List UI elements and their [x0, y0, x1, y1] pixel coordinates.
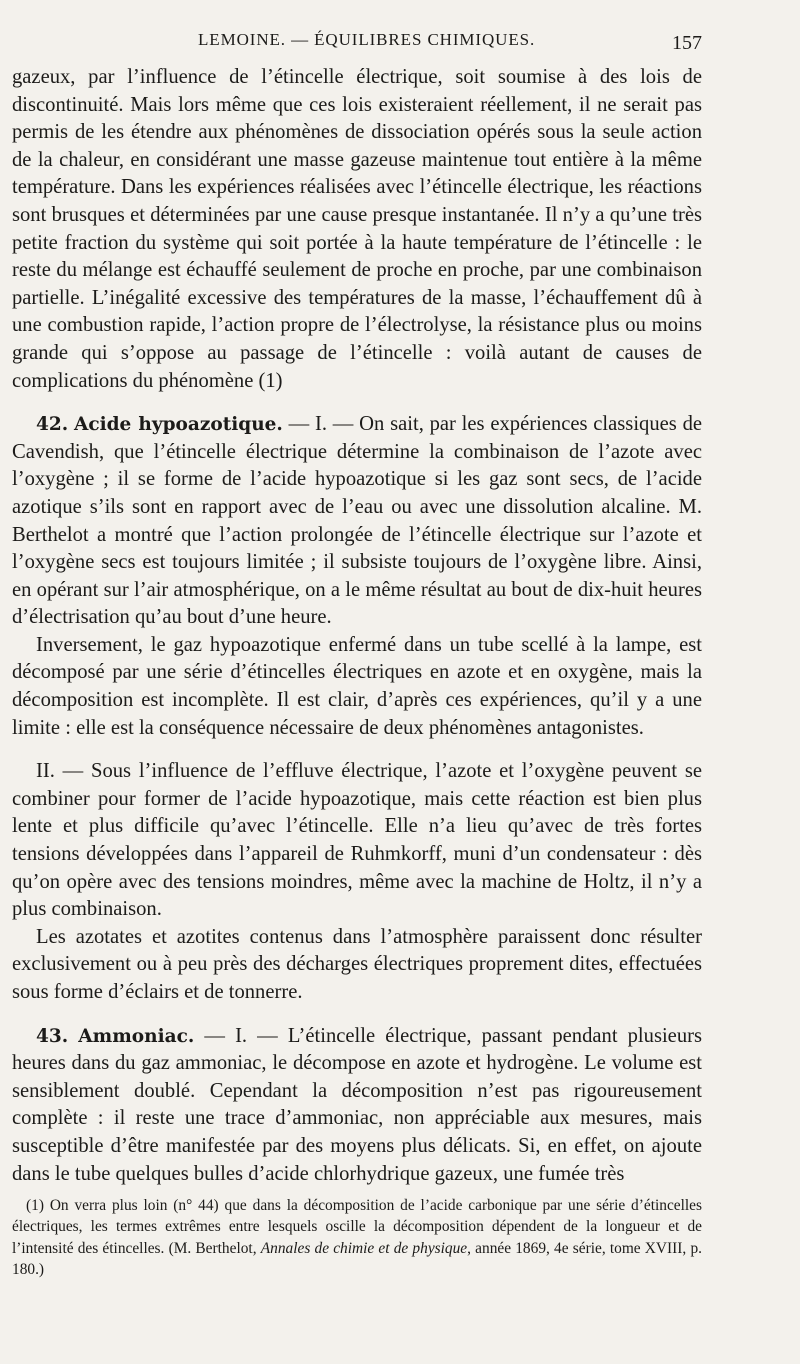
page-header — [12, 18, 704, 58]
footnote-journal-title: Annales de chimie et de physique — [260, 1239, 468, 1257]
section-42-paragraph-1 — [12, 411, 702, 632]
section-43-text-1: — I. — L’étincelle électrique, passant pendant plusieurs heures dans du gaz ammoniac, le décompose en azote et hydrogène. Le volume est sensiblement doublé. Cependant la décomposition n’est pas rigoureusement complète : il reste une trace d’ammoniac, non appréciable aux mesures, mais susceptible d’être manifestée par des moyens plus délicats. Si, en effet, on ajoute dans le tube quelques bulles d’acide chlorhydrique gazeux, une fumée très — [12, 1024, 702, 1185]
intro-paragraph: gazeux, par l’influence de l’étincelle électrique, soit soumise à des lois de discontinuité. Mais lors même que ces lois existeraient réellement, il ne serait pas permis de les étendre aux phénomènes de dissociation opérés sous la seule action de la chaleur, en considérant une masse gazeuse maintenue tout entière à la même température. Dans les expériences réalisées avec l’étincelle électrique, les réactions sont brusques et déterminées par une cause presque instantanée. Il n’y a qu’une très petite fraction du système qui soit portée à la haute température de l’étincelle : le reste du mélange est échauffé seulement de proche en proche, par une combinaison partielle. L’inégalité excessive des températures de la masse, l’échauffement dû à une combustion rapide, l’action propre de l’électrolyse, la résistance plus ou moins grande qui s’oppose au passage de l’étincelle : voilà autant de causes de complications du phénomène (1) — [12, 66, 702, 392]
running-title: LEMOINE. — ÉQUILIBRES CHIMIQUES. — [198, 30, 536, 49]
section-43-paragraph-1 — [12, 1023, 702, 1189]
section-42-number: 42. — [36, 414, 69, 436]
page-number: 157 — [672, 32, 702, 54]
section-42-paragraph-3: II. — Sous l’influence de l’effluve électrique, l’azote et l’oxygène peuvent se combiner pour former de l’acide hypoazotique, mais cette réaction est bien plus lente et plus difficile qu’avec l’étincelle. Elle n’a lieu qu’avec de très fortes tensions développées dans l’appareil de Ruhmkorff, muni d’un condensateur : dès qu’on opère avec des tensions moindres, même avec la machine de Holtz, il n’y a plus combinaison. — [12, 760, 702, 921]
body-text — [12, 64, 702, 1188]
section-42-paragraph-2: Inversement, le gaz hypoazotique enfermé dans un tube scellé à la lampe, est décomposé par une série d’étincelles électriques en azote et en oxygène, mais la décomposition est incomplète. Il est clair, d’après ces expériences, qu’il y a une limite : elle est la conséquence nécessaire de deux phénomènes antagonistes. — [12, 633, 702, 739]
footnotes — [12, 1195, 702, 1281]
section-42-text-1: — I. — On sait, par les expériences classiques de Cavendish, que l’étincelle électrique détermine la combinaison de l’azote avec l’oxygène ; il se forme de l’acide hypoazotique si les gaz sont secs, de l’acide azotique s’ils sont en rapport avec de l’eau ou avec une dissolution alcaline. M. Berthelot a montré que l’action prolongée de l’étincelle électrique sur l’azote et l’oxygène secs est toujours limitée ; il subsiste toujours de l’oxygène libre. Ainsi, en opérant sur l’air atmosphérique, on a le même résultat au bout de dix-huit heures d’électrisation qu’au bout d’une heure. — [12, 413, 703, 629]
section-43-title: Ammoniac. — [78, 1025, 195, 1047]
section-42-paragraph-4: Les azotates et azotites contenus dans l’atmosphère paraissent donc résulter exclusivement ou à peu près des décharges électriques proprement dites, effectuées sous forme d’éclairs et de tonnerre. — [12, 925, 702, 1003]
section-42-title: Acide hypoazotique. — [73, 414, 283, 436]
footnote-1 — [12, 1195, 702, 1281]
footnote-text-b: , année 1869, 4e série, tome XVIII, p. 180.) — [12, 1239, 702, 1279]
footnote-text-a: (1) On verra plus loin (n° 44) que dans la décomposition de l’acide carbonique par une série d’étincelles électriques, les termes extrêmes entre lesquels oscille la décomposition dépendent de la longueur et de l’intensité des étincelles. (M. Berthelot, — [12, 1197, 702, 1257]
section-43-number: 43. — [36, 1025, 69, 1047]
